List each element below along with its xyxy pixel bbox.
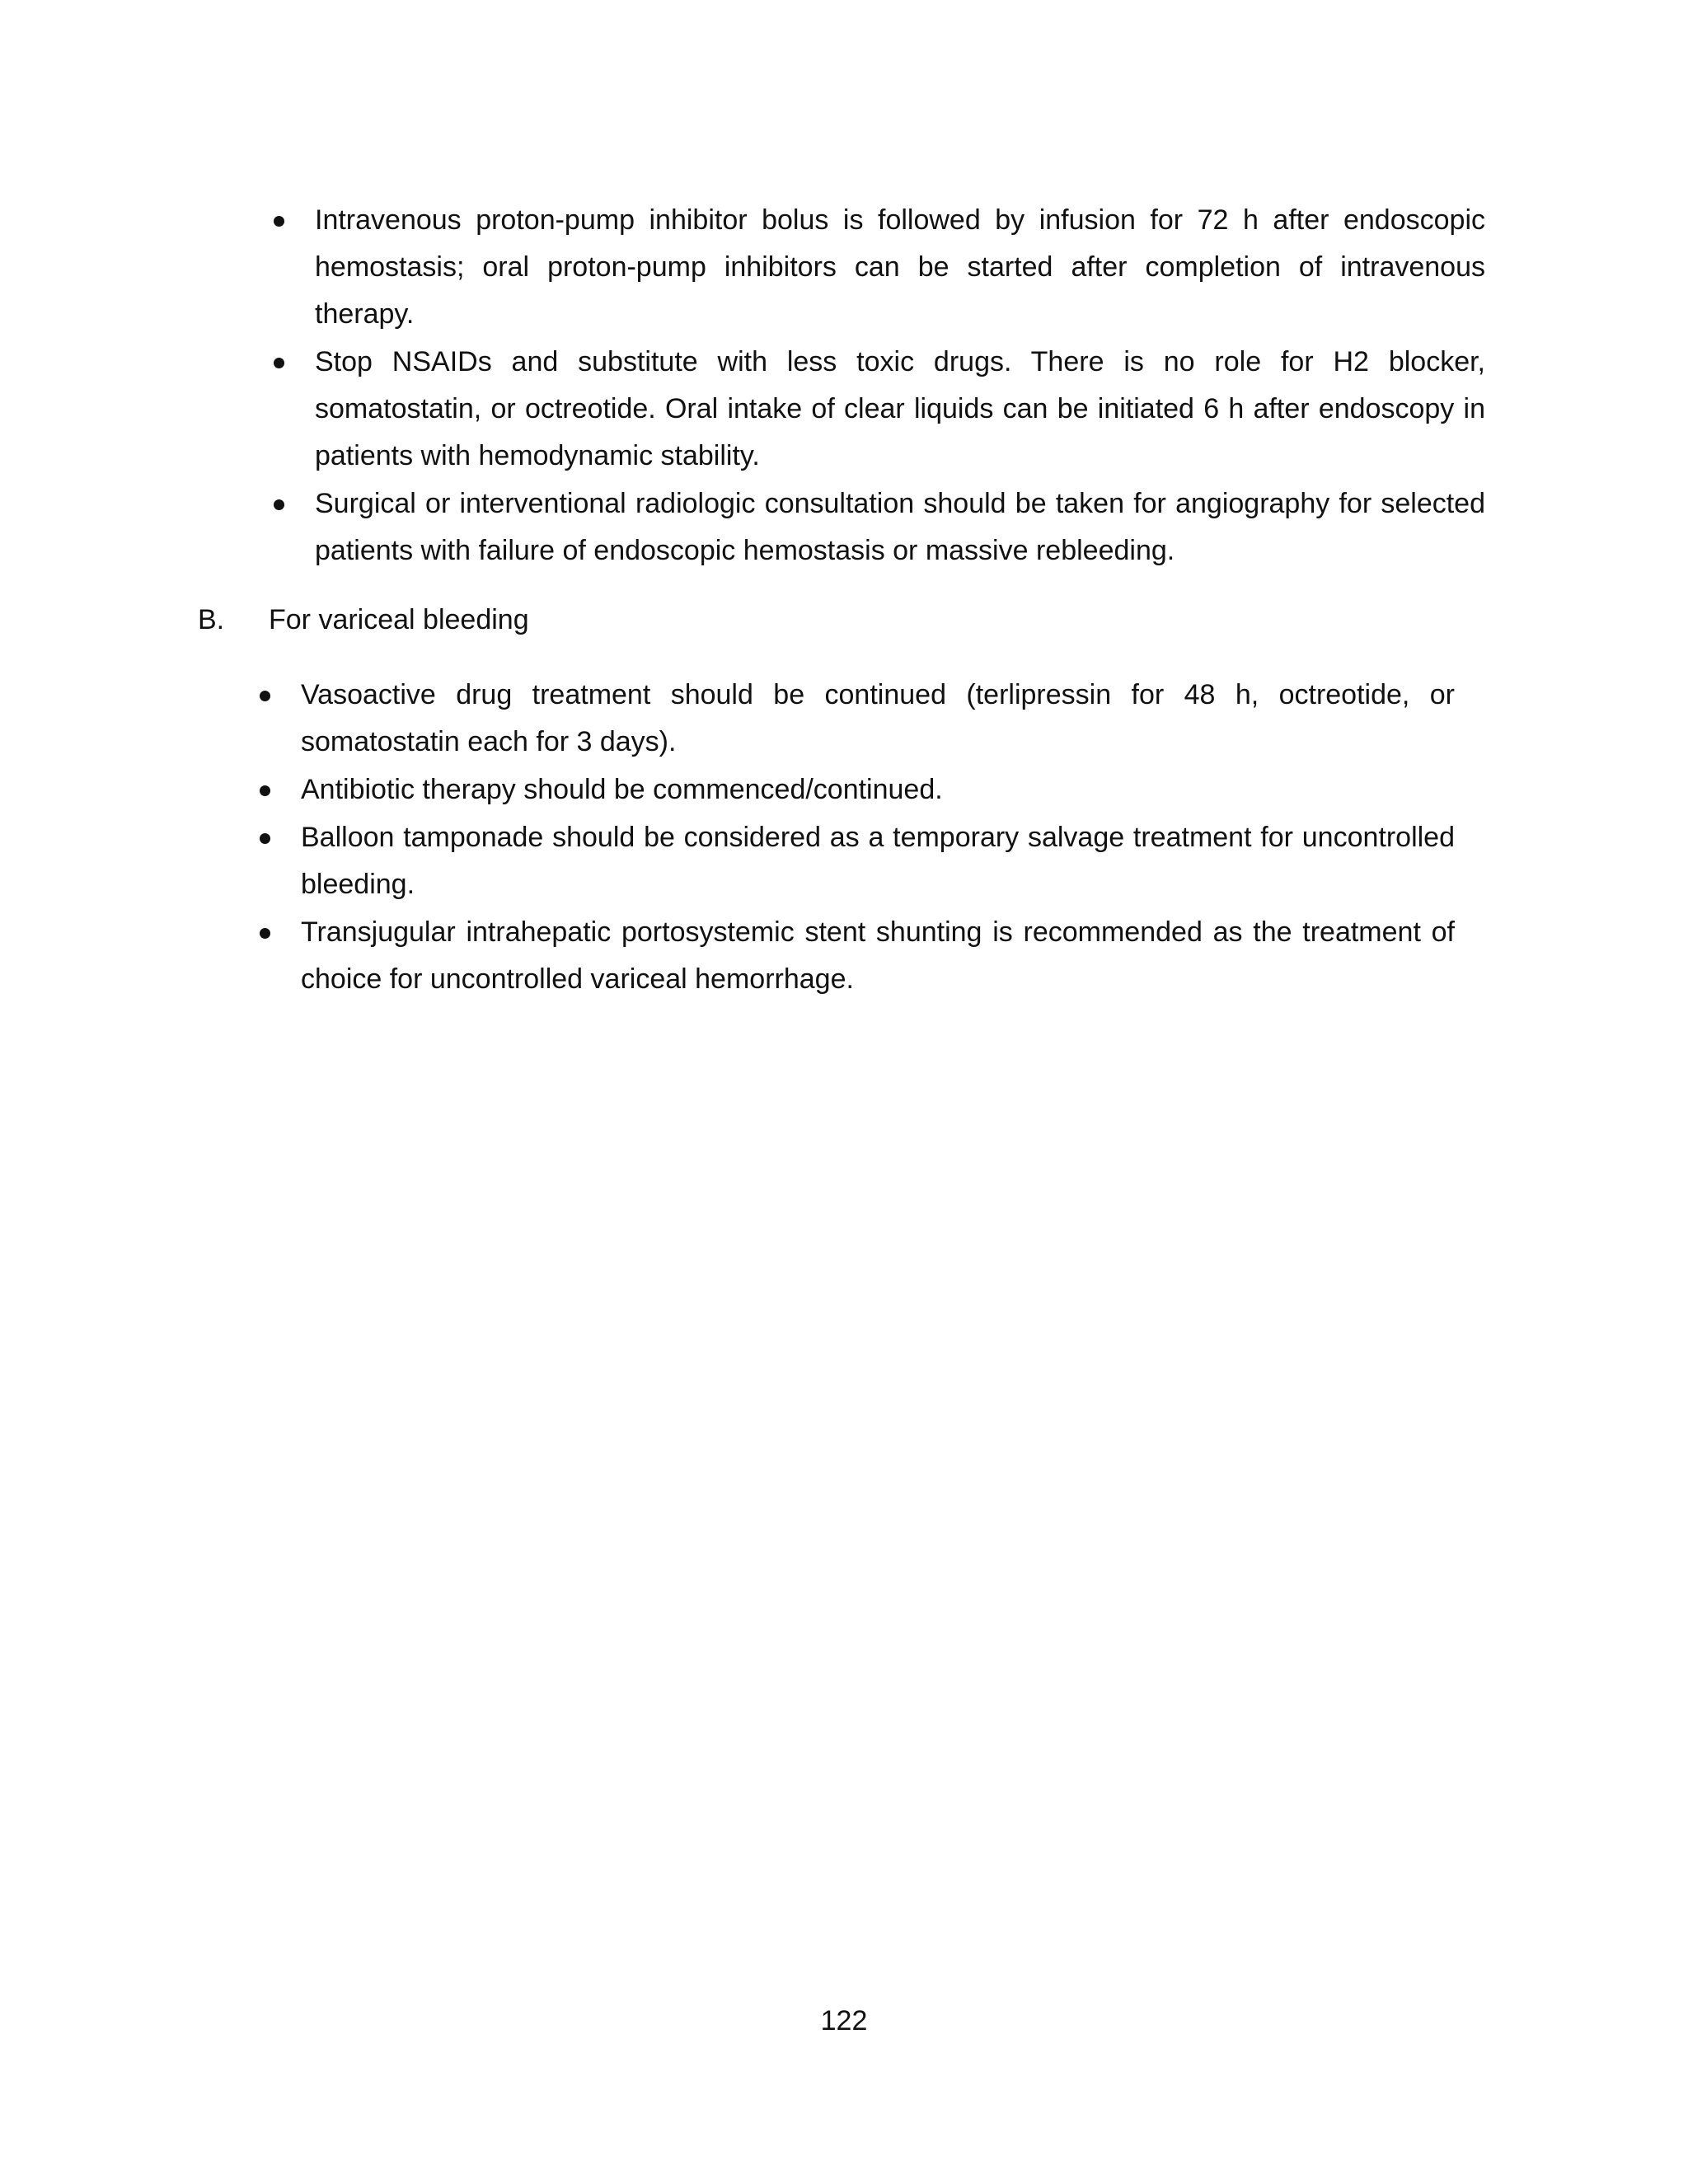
list-item xyxy=(301,766,1455,813)
list-item-text: Intravenous proton-pump inhibitor bolus is followed by infusion for 72 h after endoscopic hemostasis; oral proton-pump inhibitors can be started after completion of intravenous therapy. xyxy=(315,204,1485,330)
bullet-icon xyxy=(274,499,284,510)
bullet-icon xyxy=(260,691,270,701)
section-title: For variceal bleeding xyxy=(269,604,529,635)
list-item-text: Antibiotic therapy should be commenced/continued. xyxy=(301,774,943,805)
section-letter: B. xyxy=(198,604,225,635)
bullet-icon xyxy=(260,833,270,844)
list-item xyxy=(315,197,1485,338)
list-item-text: Stop NSAIDs and substitute with less toxic drugs. There is no role for H2 blocker, somatostatin, or octreotide. Oral intake of clear liquids can be initiated 6 h after endoscopy in patients with hemodynamic stability. xyxy=(315,346,1485,471)
list-item xyxy=(301,672,1455,766)
list-item-text: Vasoactive drug treatment should be continued (terlipressin for 48 h, octreotide, or somatostatin each for 3 days). xyxy=(301,679,1455,757)
bullet-icon xyxy=(274,216,284,227)
bullet-icon xyxy=(260,928,270,939)
list-item-text: Transjugular intrahepatic portosystemic stent shunting is recommended as the treatment of choice for uncontrolled variceal hemorrhage. xyxy=(301,916,1455,995)
page-number: 122 xyxy=(820,2005,868,2036)
list-item xyxy=(301,909,1455,1003)
bullet-icon xyxy=(274,358,284,368)
bullet-icon xyxy=(260,785,270,796)
list-item xyxy=(301,814,1455,908)
list-item-text: Surgical or interventional radiologic consultation should be taken for angiography for selected patients with failure of endoscopic hemostasis or massive rebleeding. xyxy=(315,488,1485,566)
list-item-text: Balloon tamponade should be considered as a temporary salvage treatment for uncontrolled bleeding. xyxy=(301,822,1455,900)
nonvariceal-management-list xyxy=(315,197,1485,575)
list-item xyxy=(315,339,1485,480)
section-heading-variceal xyxy=(198,597,529,644)
list-item xyxy=(315,480,1485,574)
variceal-management-list xyxy=(301,672,1455,1004)
